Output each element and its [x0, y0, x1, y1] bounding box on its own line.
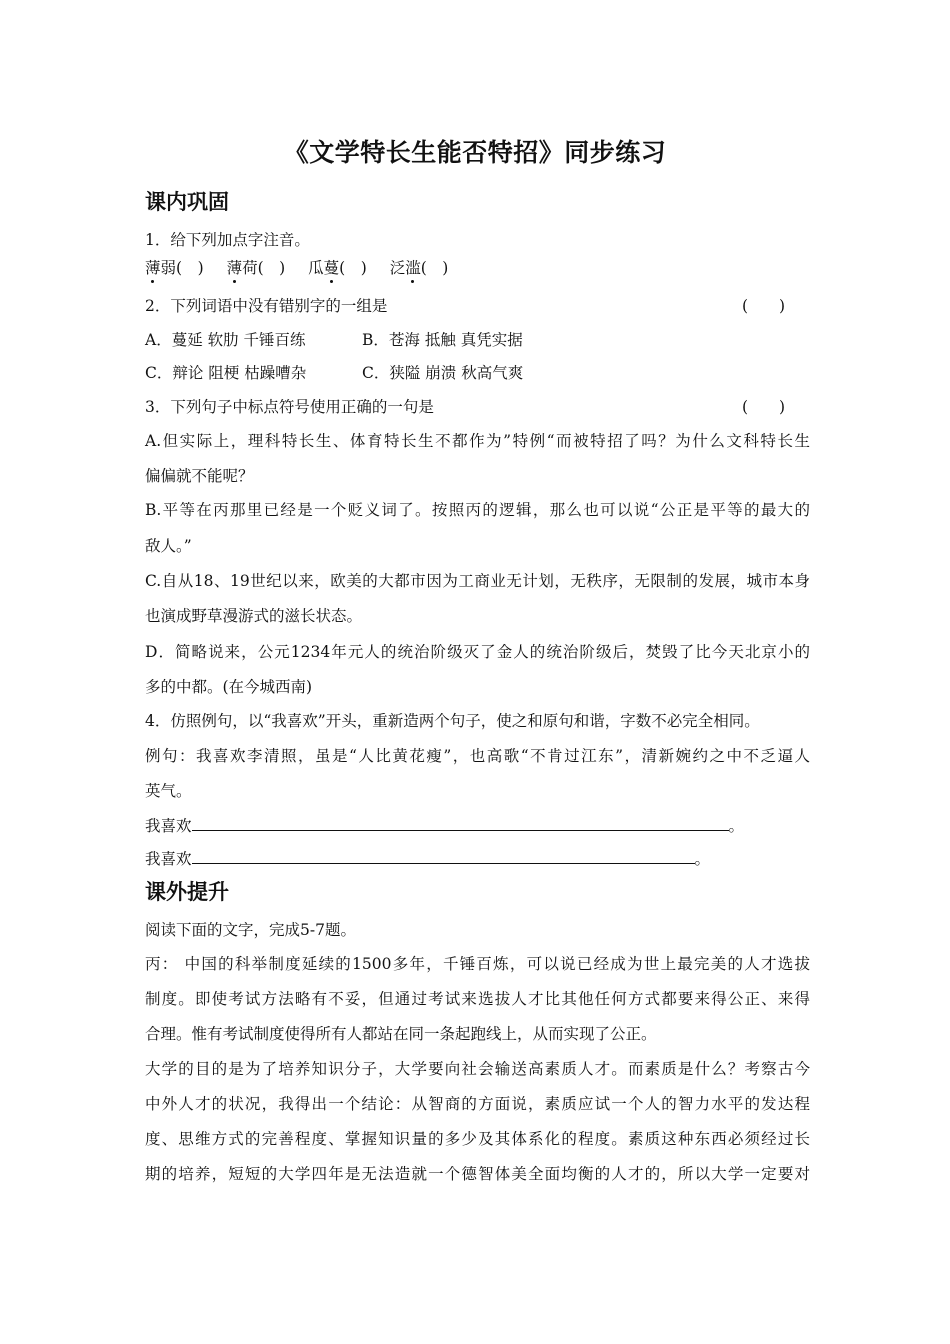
option-b-line-1: B.平等在丙那里已经是一个贬义词了。按照丙的逻辑，那么也可以说“公正是平等的最大的	[145, 501, 810, 519]
pinyin-item: 瓜蔓( )	[308, 259, 367, 277]
reading-paragraph-line: 期的培养，短短的大学四年是无法造就一个德智体美全面均衡的人才的，所以大学一定要对	[145, 1165, 810, 1183]
question-1-stem: 1．给下列加点字注音。	[145, 231, 310, 249]
option-a-line-1: A.但实际上，理科特长生、体育特长生不都作为”特例“而被特招了吗？为什么文科特长生	[145, 432, 810, 450]
answer-blank[interactable]	[192, 816, 729, 831]
reading-paragraph-line: 度、思维方式的完善程度、掌握知识量的多少及其体系化的程度。素质这种东西必须经过长	[145, 1130, 810, 1148]
question-2-stem: 2．下列词语中没有错别字的一组是	[145, 297, 388, 315]
option-c2: C．狭隘 崩溃 秋高气爽	[362, 364, 524, 382]
answer-line-2: 我喜欢 。	[145, 850, 711, 868]
option-a: A．蔓延 软肋 千锤百练	[145, 331, 306, 349]
option-b: B．苍海 抵触 真凭实据	[362, 331, 523, 349]
question-3-stem: 3．下列句子中标点符号使用正确的一句是	[145, 398, 434, 416]
option-c-line-1: C.自从18、19世纪以来，欧美的大都市因为工商业无计划，无秩序，无限制的发展，城市本身	[145, 572, 810, 590]
example-line-2: 英气。	[145, 782, 192, 800]
example-line-1: 例句：我喜欢李清照，虽是“人比黄花瘦”，也高歌“不肯过江东”，清新婉约之中不乏逼人	[145, 747, 810, 765]
question-4-stem: 4．仿照例句，以“我喜欢”开头，重新造两个句子，使之和原句和谐，字数不必完全相同。	[145, 712, 760, 730]
reading-paragraph-line: 中外人才的状况，我得出一个结论：从智商的方面说，素质应试一个人的智力水平的发达程	[145, 1095, 810, 1113]
pinyin-item: 泛滥( )	[390, 259, 449, 277]
dotted-char: 薄	[227, 256, 243, 278]
option-d-line-2: 多的中都。(在今城西南)	[145, 678, 313, 696]
answer-line-1: 我喜欢 。	[145, 817, 745, 835]
dotted-char: 薄	[145, 256, 161, 278]
option-c-line-2: 也演成野草漫游式的滋长状态。	[145, 607, 363, 625]
answer-paren: ( )	[742, 398, 786, 416]
section-heading-consolidation: 课内巩固	[145, 190, 229, 214]
dotted-char: 滥	[405, 256, 421, 278]
option-d-line-1: D．简略说来，公元1234年元人的统治阶级灭了金人的统治阶级后，焚毁了比今天北京小的	[145, 643, 810, 661]
option-c: C．辩论 阻梗 枯躁嘈杂	[145, 364, 307, 382]
question-2-row-2	[145, 361, 810, 383]
answer-paren: ( )	[742, 297, 786, 315]
dotted-char: 蔓	[324, 256, 340, 278]
reading-paragraph-line: 合理。惟有考试制度使得所有人都站在同一条起跑线上，从而实现了公正。	[145, 1025, 657, 1043]
section-heading-extension: 课外提升	[145, 880, 229, 904]
page-title: 《文学特长生能否特招》同步练习	[283, 138, 667, 167]
question-1-items	[145, 256, 466, 278]
reading-paragraph-line: 丙： 中国的科举制度延续的1500多年，千锤百炼，可以说已经成为世上最完美的人才选拔	[145, 955, 810, 973]
option-b-line-2: 敌人。”	[145, 537, 192, 555]
question-2-row-1	[145, 328, 810, 350]
option-a-line-2: 偏偏就不能呢？	[145, 467, 254, 485]
pinyin-item: 薄荷( )	[227, 259, 286, 277]
reading-paragraph-line: 制度。即使考试方法略有不妥，但通过考试来选拔人才比其他任何方式都要来得公正、来得	[145, 990, 810, 1008]
answer-blank[interactable]	[192, 849, 695, 864]
reading-intro: 阅读下面的文字，完成5-7题。	[145, 921, 356, 939]
reading-paragraph-line: 大学的目的是为了培养知识分子，大学要向社会输送高素质人才。而素质是什么？考察古今	[145, 1060, 810, 1078]
pinyin-item: 薄弱( )	[145, 259, 204, 277]
